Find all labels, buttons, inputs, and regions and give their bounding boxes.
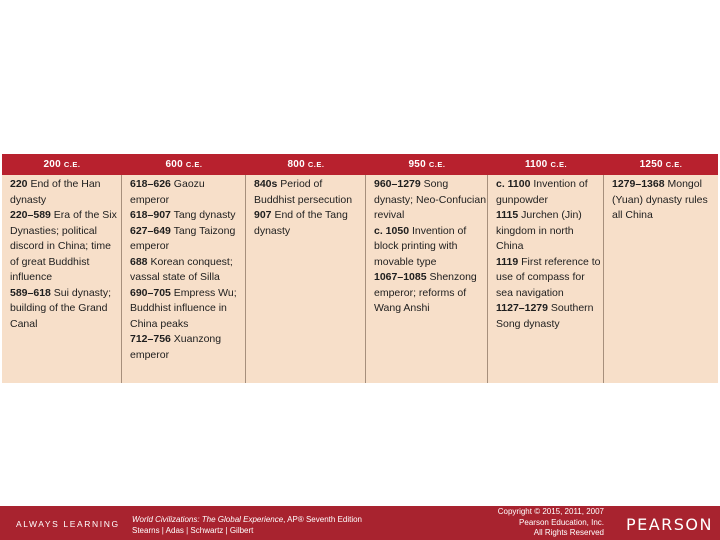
timeline-entry: 618–626 Gaozu emperor <box>130 178 205 206</box>
timeline-column <box>246 175 366 383</box>
timeline-column <box>122 175 246 383</box>
timeline-column <box>2 175 122 383</box>
timeline-entry: c. 1100 Invention of gunpowder <box>496 178 588 206</box>
timeline-entry: 960–1279 Song dynasty; Neo-Confucian revival <box>374 178 487 221</box>
timeline-entry: 220–589 Era of the Six Dynasties; political discord in China; time of great Buddhist influence <box>10 209 117 283</box>
timeline-entry: 1115 Jurchen (Jin) kingdom in north China <box>496 209 582 252</box>
timeline-entry: 618–907 Tang dynasty <box>130 209 236 221</box>
copyright: Copyright © 2015, 2011, 2007 Pearson Education, Inc. All Rights Reserved <box>497 507 604 537</box>
column-header: 800 C.E. <box>287 159 325 170</box>
book-title-line <box>132 515 362 526</box>
book-info <box>132 515 362 536</box>
authors: Stearns | Adas | Schwartz | Gilbert <box>132 525 254 535</box>
column-header: 950 C.E. <box>408 159 446 170</box>
timeline-header <box>2 154 718 175</box>
timeline-entry: 712–756 Xuanzong emperor <box>130 333 222 361</box>
column-header: 200 C.E. <box>43 159 81 170</box>
timeline-entry: c. 1050 Invention of block printing with movable type <box>374 224 467 268</box>
timeline-entry: 1127–1279 Southern Song dynasty <box>496 302 594 330</box>
timeline-entry: 220 End of the Han dynasty <box>10 178 101 206</box>
timeline-entry: 840s Period of Buddhist persecution <box>254 178 353 206</box>
column-header: 1100 C.E. <box>524 159 568 170</box>
timeline-entry: 907 End of the Tang dynasty <box>254 209 348 237</box>
book-title: World Civilizations: The Global Experience <box>132 515 284 524</box>
timeline-entry: 1067–1085 Shenzong emperor; reforms of Wang Anshi <box>374 271 477 314</box>
timeline-column <box>604 175 718 383</box>
tagline: ALWAYS LEARNING <box>16 519 120 529</box>
timeline-entry: 1119 First reference to use of compass for sea navigation <box>496 255 601 299</box>
timeline-body <box>2 175 718 383</box>
timeline-entry: 690–705 Empress Wu; Buddhist influence in China peaks <box>130 286 237 330</box>
column-header: 600 C.E. <box>165 159 203 170</box>
timeline-entry: 1279–1368 Mongol (Yuan) dynasty rules all China <box>612 178 708 221</box>
pearson-logo: PEARSON <box>625 515 713 534</box>
timeline-entry: 627–649 Tang Taizong emperor <box>130 224 236 252</box>
timeline-entry: 589–618 Sui dynasty; building of the Grand Canal <box>10 286 112 330</box>
timeline-table <box>2 154 718 383</box>
timeline-column <box>488 175 604 383</box>
timeline-column <box>366 175 488 383</box>
column-header: 1250 C.E. <box>639 159 683 170</box>
book-edition: , AP® Seventh Edition <box>283 515 363 524</box>
footer-bar <box>0 506 720 540</box>
timeline-entry: 688 Korean conquest; vassal state of Silla <box>130 255 233 283</box>
